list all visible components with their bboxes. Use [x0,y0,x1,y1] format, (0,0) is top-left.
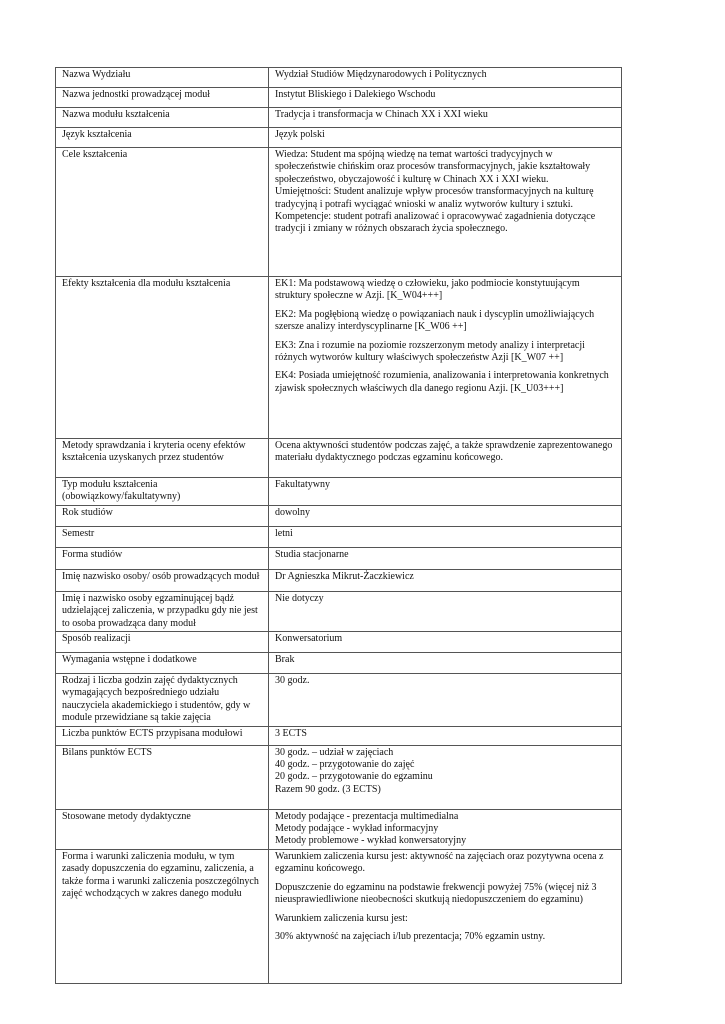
value-paragraph: Metody podające - prezentacja multimedialna Metody podające - wykład informacyjny Metody problemowe - wykład konwersatoryjny [275,810,467,847]
value-paragraph: Język polski [275,129,325,140]
table-row [56,591,622,631]
value-paragraph: dowolny [275,506,310,518]
table-row [56,277,622,439]
table-row [56,547,622,569]
row-value [269,653,622,674]
row-value [269,745,622,809]
row-label: Semestr [56,526,269,547]
table-row [56,128,622,148]
row-value [269,439,622,478]
value-paragraph: Studia stacjonarne [275,548,349,560]
value-paragraph: Warunkiem zaliczenia kursu jest: [275,912,408,924]
row-value [269,547,622,569]
table-row [56,674,622,727]
row-label: Imię nazwisko osoby/ osób prowadzących moduł [56,569,269,591]
value-paragraph: 30% aktywność na zajęciach i/lub prezentacja; 70% egzamin ustny. [275,930,546,942]
row-label: Bilans punktów ECTS [56,745,269,809]
value-paragraph: Warunkiem zaliczenia kursu jest: aktywność na zajęciach oraz pozytywna ocena z egzaminu końcowego. [275,850,604,875]
row-label: Rodzaj i liczba godzin zajęć dydaktycznych wymagających bezpośredniego udziału nauczyciela akademickiego i studentów, gdy w module przewidziane są takie zajęcia [56,674,269,727]
row-value [269,505,622,526]
value-paragraph: 30 godz. – udział w zajęciach 40 godz. – przygotowanie do zajęć 20 godz. – przygotowanie do egzaminu Razem 90 godz. (3 ECTS) [275,746,433,795]
table-row [56,88,622,108]
module-table-body [56,68,622,984]
table-row [56,108,622,128]
row-label: Nazwa jednostki prowadzącej moduł [56,88,269,108]
row-value [269,88,622,108]
value-paragraph: Brak [275,654,295,666]
table-row [56,439,622,478]
row-label: Wymagania wstępne i dodatkowe [56,653,269,674]
value-paragraph: Wydział Studiów Międzynarodowych i Politycznych [275,69,487,80]
value-paragraph: Nie dotyczy [275,592,324,604]
value-paragraph: 3 ECTS [275,727,307,739]
value-paragraph: Instytut Bliskiego i Dalekiego Wschodu [275,89,436,100]
row-label: Imię i nazwisko osoby egzaminującej bądź udzielającej zaliczenia, w przypadku gdy nie jest to osoba prowadząca dany moduł [56,591,269,631]
row-label: Forma studiów [56,547,269,569]
row-label: Efekty kształcenia dla modułu kształcenia [56,277,269,439]
table-row [56,745,622,809]
table-row [56,632,622,653]
table-row [56,505,622,526]
row-label: Liczba punktów ECTS przypisana modułowi [56,726,269,745]
row-value [269,68,622,88]
module-table [55,67,622,984]
value-paragraph: EK2: Ma pogłębioną wiedzę o powiązaniach nauk i dyscyplin umożliwiających szersze analizy interdyscyplinarne [K_W06 ++] [275,308,595,333]
table-row [56,68,622,88]
row-value [269,277,622,439]
row-label: Stosowane metody dydaktyczne [56,809,269,849]
value-paragraph: Konwersatorium [275,633,343,645]
row-value [269,526,622,547]
module-description-page [55,67,622,984]
table-row [56,478,622,506]
table-row [56,526,622,547]
row-label: Sposób realizacji [56,632,269,653]
value-paragraph: EK4: Posiada umiejętność rozumienia, analizowania i interpretowania konkretnych zjawisk społecznych właściwych dla danego regionu Azji. [K_U03+++] [275,370,609,394]
row-value [269,674,622,727]
row-value [269,632,622,653]
row-value [269,148,622,277]
row-value [269,849,622,983]
table-row [56,148,622,277]
table-row [56,726,622,745]
row-value [269,108,622,128]
row-label: Nazwa modułu kształcenia [56,108,269,128]
value-paragraph: Dopuszczenie do egzaminu na podstawie frekwencji powyżej 75% (więcej niż 3 nieusprawiedliwione nieobecności skutkują niedopuszczeniem do egzaminu) [275,881,597,906]
row-value [269,128,622,148]
value-paragraph: Ocena aktywności studentów podczas zajęć, a także sprawdzenie zaprezentowanego materiału dydaktycznego podczas egzaminu końcowego. [275,440,613,464]
value-paragraph: Tradycja i transformacja w Chinach XX i XXI wieku [275,109,488,120]
value-paragraph: EK1: Ma podstawową wiedzę o człowieku, jako podmiocie konstytuującym struktury społeczne w Azji. [K_W04+++] [275,278,580,302]
row-label: Forma i warunki zaliczenia modułu, w tym zasady dopuszczenia do egzaminu, zaliczenia, a także forma i warunki zaliczenia poszczególnych zajęć wchodzących w zakres danego modułu [56,849,269,983]
row-value [269,726,622,745]
row-label: Nazwa Wydziału [56,68,269,88]
row-label: Typ modułu kształcenia (obowiązkowy/fakultatywny) [56,478,269,506]
row-value [269,569,622,591]
table-row [56,809,622,849]
value-paragraph: Dr Agnieszka Mikrut-Żaczkiewicz [275,570,414,582]
value-paragraph: EK3: Zna i rozumie na poziomie rozszerzonym metody analizy i interpretacji różnych wytworów kultury właściwych społeczeństw Azji [K_W07 ++] [275,339,585,364]
value-paragraph: Wiedza: Student ma spójną wiedzę na temat wartości tradycyjnych w społeczeństwie chińskim oraz procesów transformacyjnych, jakie kształtowały społeczeństwo, obyczajowość i kulturę w Chinach XX i XXI wieku. Umiejętności: Student analizuje wpływ procesów transformacyjnych na kulturę tradycyjną i potrafi wyciągać wnioski w analiz wytworów kultury i sztuki. Kompetencje: student potrafi analizować i opracowywać zagadnienia dotyczące tradycji i zmiany w różnych obszarach życia społecznego. [275,149,596,235]
table-row [56,849,622,983]
table-row [56,569,622,591]
value-paragraph: 30 godz. [275,675,310,687]
row-label: Cele kształcenia [56,148,269,277]
row-value [269,809,622,849]
row-value [269,591,622,631]
row-value [269,478,622,506]
row-label: Język kształcenia [56,128,269,148]
row-label: Metody sprawdzania i kryteria oceny efektów kształcenia uzyskanych przez studentów [56,439,269,478]
table-row [56,653,622,674]
value-paragraph: letni [275,527,293,539]
row-label: Rok studiów [56,505,269,526]
value-paragraph: Fakultatywny [275,479,330,490]
